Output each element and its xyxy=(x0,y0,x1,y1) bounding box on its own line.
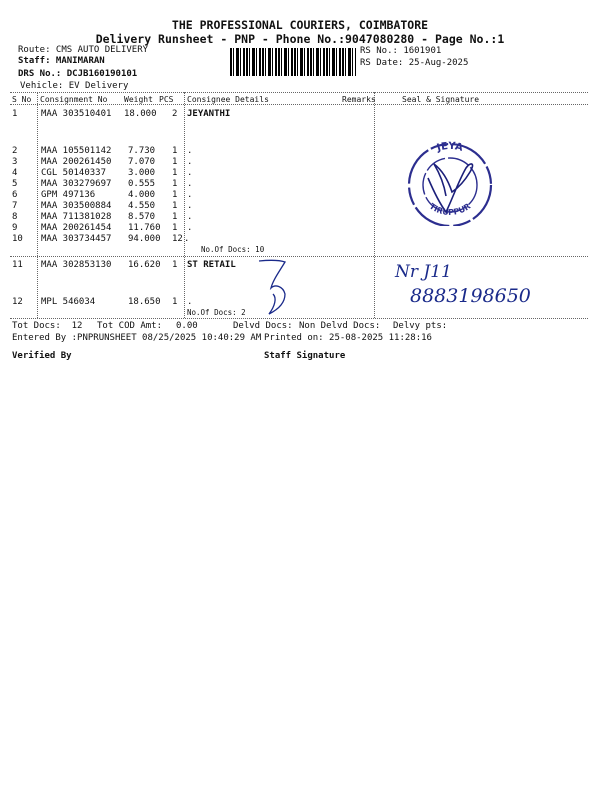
cell-consignee: . xyxy=(187,168,193,178)
printed-on: Printed on: 25-08-2025 11:28:16 xyxy=(264,333,432,343)
cell-pcs: 1 xyxy=(172,297,178,307)
cell-consignment: GPM 497136 xyxy=(41,190,96,200)
cell-consignee: JEYANTHI xyxy=(187,109,231,119)
cell-weight: 3.000 xyxy=(128,168,156,178)
cell-pcs: 1 xyxy=(172,157,178,167)
cell-consignee: . xyxy=(187,179,193,189)
cell-consignment: MAA 302853130 xyxy=(41,260,112,270)
cell-consignment: MAA 200261450 xyxy=(41,157,112,167)
cell-consignment: MAA 200261454 xyxy=(41,223,112,233)
cell-pcs: 12 xyxy=(172,234,183,244)
cell-consignment: MAA 303510401 xyxy=(41,109,112,119)
cell-weight: 18.650 xyxy=(128,297,161,307)
cell-pcs: 1 xyxy=(172,201,178,211)
col-consignee: Consignee Details xyxy=(187,95,269,104)
cell-pcs: 1 xyxy=(172,168,178,178)
stamp-text-top: JEYA xyxy=(435,140,464,154)
cell-consignee: . xyxy=(187,297,193,307)
col-separator xyxy=(37,92,38,318)
group-doc-count: No.Of Docs: 2 xyxy=(187,308,246,317)
cell-sno: 12 xyxy=(12,297,23,307)
cell-consignment: MPL 546034 xyxy=(41,297,96,307)
cell-sno: 10 xyxy=(12,234,23,244)
handwritten-note: Nr J11 xyxy=(395,262,452,282)
col-seal: Seal & Signature xyxy=(402,95,480,104)
non-delivered-docs: Non Delvd Docs: xyxy=(299,321,381,331)
cell-pcs: 2 xyxy=(172,109,178,119)
cell-weight: 4.000 xyxy=(128,190,156,200)
stamp-text-bottom: TIRUPPUR xyxy=(427,201,473,218)
cell-sno: 4 xyxy=(12,168,18,178)
cell-consignment: MAA 303279697 xyxy=(41,179,112,189)
rs-number: RS No.: 1601901 xyxy=(360,46,442,56)
cell-sno: 7 xyxy=(12,201,18,211)
company-title: THE PROFESSIONAL COURIERS, COIMBATORE xyxy=(171,18,429,32)
cell-sno: 3 xyxy=(12,157,18,167)
divider xyxy=(10,104,588,105)
staff-label: Staff: MANIMARAN xyxy=(18,56,105,66)
cell-consignee: . xyxy=(184,234,190,244)
cell-sno: 6 xyxy=(12,190,18,200)
delivery-points: Delvy pts: xyxy=(393,321,448,331)
total-docs: Tot Docs: 12 xyxy=(12,321,83,331)
cell-sno: 8 xyxy=(12,212,18,222)
cell-pcs: 1 xyxy=(172,190,178,200)
col-separator xyxy=(374,92,375,318)
route-label: Route: CMS AUTO DELIVERY xyxy=(18,45,149,55)
divider xyxy=(10,256,588,257)
cell-sno: 2 xyxy=(12,146,18,156)
total-cod-value: 0.00 xyxy=(176,321,198,331)
cell-consignee: . xyxy=(187,146,193,156)
cell-weight: 4.550 xyxy=(128,201,156,211)
cell-consignment: MAA 105501142 xyxy=(41,146,112,156)
verified-by: Verified By xyxy=(12,351,72,361)
delivered-docs: Delvd Docs: xyxy=(233,321,293,331)
handwritten-mark xyxy=(255,258,295,318)
cell-pcs: 1 xyxy=(172,146,178,156)
cell-consignment: MAA 303500884 xyxy=(41,201,112,211)
cell-weight: 7.730 xyxy=(128,146,156,156)
divider xyxy=(10,318,588,319)
barcode xyxy=(230,48,356,76)
group-doc-count: No.Of Docs: 10 xyxy=(201,245,265,254)
total-cod-label: Tot COD Amt: xyxy=(97,321,163,331)
col-consignment: Consignment No xyxy=(40,95,108,104)
cell-consignee: . xyxy=(187,190,193,200)
cell-pcs: 1 xyxy=(172,212,178,222)
col-weight: Weight xyxy=(124,95,153,104)
vehicle-label: Vehicle: EV Delivery xyxy=(20,81,129,91)
cell-consignee: . xyxy=(187,157,193,167)
seal-stamp xyxy=(400,140,500,226)
entered-by: Entered By :PNPRUNSHEET 08/25/2025 10:40:29 AM xyxy=(12,333,262,343)
cell-weight: 11.760 xyxy=(128,223,161,233)
divider xyxy=(10,92,588,93)
cell-sno: 9 xyxy=(12,223,18,233)
cell-weight: 94.000 xyxy=(128,234,161,244)
cell-consignment: MAA 303734457 xyxy=(41,234,112,244)
cell-consignee: ST RETAIL xyxy=(187,260,236,270)
col-remarks: Remarks xyxy=(342,95,376,104)
cell-pcs: 1 xyxy=(172,260,178,270)
cell-pcs: 1 xyxy=(172,223,178,233)
cell-weight: 8.570 xyxy=(128,212,156,222)
cell-consignee: . xyxy=(187,223,193,233)
cell-weight: 16.620 xyxy=(128,260,161,270)
col-separator xyxy=(184,92,185,318)
handwritten-phone: 8883198650 xyxy=(410,285,531,307)
rs-date: RS Date: 25-Aug-2025 xyxy=(360,58,469,68)
drs-label: DRS No.: DCJB160190101 xyxy=(18,69,138,79)
col-sno: S No xyxy=(12,95,32,104)
cell-consignee: . xyxy=(187,212,193,222)
svg-text:JEYA xyxy=(435,141,465,154)
cell-sno: 11 xyxy=(12,260,23,270)
cell-pcs: 1 xyxy=(172,179,178,189)
cell-sno: 1 xyxy=(12,109,18,119)
col-pcs: PCS xyxy=(159,95,174,104)
cell-sno: 5 xyxy=(12,179,18,189)
cell-consignment: MAA 711381028 xyxy=(41,212,112,222)
cell-weight: 0.555 xyxy=(128,179,156,189)
cell-consignee: . xyxy=(187,201,193,211)
cell-consignment: CGL 50140337 xyxy=(41,168,107,178)
cell-weight: 18.000 xyxy=(124,109,157,119)
staff-signature: Staff Signature xyxy=(264,351,346,361)
runsheet-subtitle: Delivery Runsheet - PNP - Phone No.:9047080280 - Page No.:1 xyxy=(95,32,505,46)
cell-weight: 7.070 xyxy=(128,157,156,167)
